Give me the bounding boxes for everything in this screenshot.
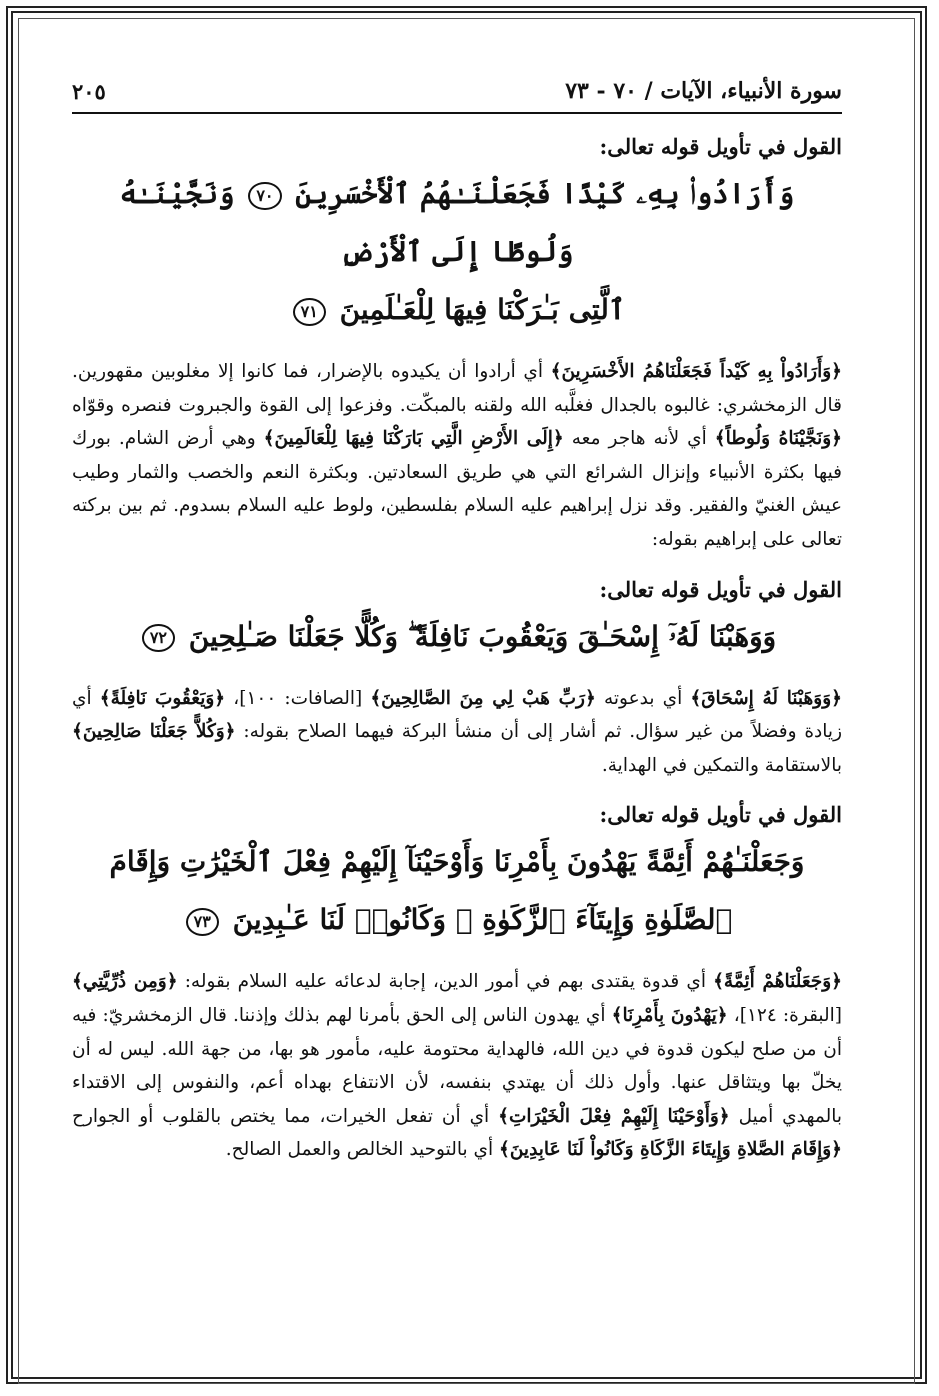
section-3 bbox=[72, 802, 842, 1167]
header-title: سورة الأنبياء، الآيات / ٧٠ - ٧٣ bbox=[565, 78, 842, 104]
quoted-verse: ﴿وَأَرَادُواْ بِهِ كَيْداً فَجَعَلْنَاهُمُ الأَخْسَرِينَ﴾ bbox=[550, 361, 842, 382]
verse-number-marker: ٧٣ bbox=[186, 908, 219, 936]
commentary-paragraph bbox=[72, 355, 842, 557]
verse-text: ٱلصَّلَوٰةِ وَإِيتَآءَ ٱلزَّكَوٰةِ ۖ وَكَانُوا۟ لَنَا عَـٰبِدِينَ bbox=[232, 903, 733, 937]
running-header bbox=[72, 78, 842, 114]
verse-text: وَأَرَادُوا۟ بِهِۦ كَيْدًا فَجَعَلْنَـٰهُمُ ٱلْأَخْسَرِينَ bbox=[295, 177, 795, 210]
commentary-text: أي زيادة وفضلاً من غير سؤال. ثم أشار إلى أن منشأ البركة فيهما الصلاح بقوله: bbox=[72, 687, 842, 743]
commentary-text: أي يهدون الناس إلى الحق بأمرنا لهم بذلك وإذننا. قال الزمخشريّ: فيه أن من صلح ليكون قدوة في دين الله، فالهداية محتومة عليه، مأمور هو بها، من جهة الله. ليس له أن يخلّ بها ويتثاقل عنها. وأول ذلك أن يهتدي بنفسه، لأن الانتفاع بهداه أعم، والنفوس إلى الاقتداء بالمهدي أميل bbox=[72, 1004, 842, 1127]
section-1 bbox=[72, 134, 842, 557]
section-2 bbox=[72, 577, 842, 783]
quoted-verse: ﴿وَوَهَبْنَا لَهُ إِسْحَاقَ﴾ bbox=[690, 687, 842, 709]
quoted-verse: ﴿وَجَعَلْنَاهُمْ أَئِمَّةً﴾ bbox=[713, 971, 843, 993]
page-number: ٢٠٥ bbox=[72, 79, 106, 104]
commentary-text: وهي أرض الشام. بورك فيها بكثرة الأنبياء وإنزال الشرائع التي هي طريق السعادتين. وبكثرة النعم والخصب والثمار وطيب عيش الغنيّ والفقير. وقد نزل إبراهيم عليه السلام بفلسطين، ولوط عليه السلام بسدوم. ثم بين بركته تعالى على إبراهيم بقوله: bbox=[72, 428, 842, 550]
section-heading: القول في تأويل قوله تعالى: bbox=[599, 802, 842, 828]
verse-text: وَوَهَبْنَا لَهُۥٓ إِسْحَـٰقَ وَيَعْقُوبَ نَافِلَةً ۖ وَكُلًّا جَعَلْنَا صَـٰلِحِينَ bbox=[188, 619, 777, 653]
commentary-paragraph bbox=[72, 682, 842, 783]
verse-number-marker: ٧٠ bbox=[248, 182, 281, 210]
quoted-verse: ﴿وَأَوْحَيْنَا إِلَيْهِمْ فِعْلَ الْخَيْرَاتِ﴾ bbox=[498, 1105, 730, 1127]
commentary-text: بالاستقامة والتمكين في الهداية. bbox=[601, 754, 842, 776]
quoted-verse: ﴿وَكُلاًّ جَعَلْنَا صَالِحِينَ﴾ bbox=[72, 721, 236, 743]
commentary-text: أي قدوة يقتدى بهم في أمور الدين، إجابة لدعائه عليه السلام بقوله: bbox=[177, 971, 714, 993]
verse-text: وَجَعَلْنَـٰهُمْ أَئِمَّةً يَهْدُونَ بِأَمْرِنَا وَأَوْحَيْنَآ إِلَيْهِمْ فِعْلَ ٱلْخَيْرَٰتِ وَإِقَامَ bbox=[109, 845, 805, 879]
quran-verse-line bbox=[82, 833, 832, 891]
quoted-verse: ﴿وَمِن ذُرِّيَّتِي﴾ bbox=[72, 971, 178, 993]
quoted-verse: ﴿وَنَجَّيْنَاهُ وَلُوطاً﴾ bbox=[714, 428, 842, 450]
commentary-text: أي بدعوته bbox=[595, 687, 691, 709]
section-heading: القول في تأويل قوله تعالى: bbox=[599, 576, 842, 602]
quoted-verse: ﴿إِلَى الأَرْضِ الَّتِي بَارَكْنَا فِيهَا لِلْعَالَمِينَ﴾ bbox=[263, 428, 564, 450]
commentary-text: أي أن تفعل الخيرات، مما يختص بالقلوب أو الجوارح bbox=[72, 1105, 499, 1127]
verse-number-marker: ٧١ bbox=[293, 298, 326, 326]
commentary-paragraph bbox=[72, 965, 842, 1167]
commentary-text: أي أرادوا أن يكيدوه بالإضرار، فما كانوا إلا مغلوبين مقهورين. قال الزمخشري: غالبوه بالجدال فغلَّبه الله ولقنه بالمبكّت. وفزعوا إلى القوة والجبروت فنصره وقوّاه bbox=[72, 361, 842, 416]
book-page bbox=[72, 78, 842, 1185]
verse-text: وَنَجَّيْنَـٰهُ وَلُوطًا إِلَى ٱلْأَرْضِ bbox=[119, 177, 574, 268]
verse-text: ٱلَّتِى بَـٰرَكْنَا فِيهَا لِلْعَـٰلَمِينَ bbox=[339, 293, 626, 326]
commentary-text: أي لأنه هاجر معه bbox=[563, 428, 715, 450]
quoted-verse: ﴿وَيَعْقُوبَ نَافِلَةً﴾ bbox=[99, 687, 226, 709]
quran-verse-line bbox=[82, 281, 832, 339]
commentary-text: [البقرة: ١٢٤]، bbox=[727, 1004, 843, 1026]
commentary-text: أي بالتوحيد الخالص والعمل الصالح. bbox=[225, 1139, 499, 1161]
verse-number-marker: ٧٢ bbox=[142, 624, 175, 652]
quran-verse-line bbox=[82, 608, 832, 666]
quoted-verse: ﴿رَبِّ هَبْ لِي مِنَ الصَّالِحِينَ﴾ bbox=[370, 687, 596, 709]
quoted-verse: ﴿يَهْدُونَ بِأَمْرِنَا﴾ bbox=[611, 1004, 728, 1026]
commentary-text: [الصافات: ١٠٠]، bbox=[225, 687, 371, 709]
quoted-verse: ﴿وَإِقَامَ الصَّلاةِ وَإِيتَاءَ الزَّكَاةِ وَكَانُواْ لَنَا عَابِدِينَ﴾ bbox=[499, 1139, 842, 1161]
section-heading: القول في تأويل قوله تعالى: bbox=[599, 134, 842, 159]
quran-verse-line bbox=[82, 165, 832, 281]
quran-verse-line bbox=[82, 891, 832, 949]
